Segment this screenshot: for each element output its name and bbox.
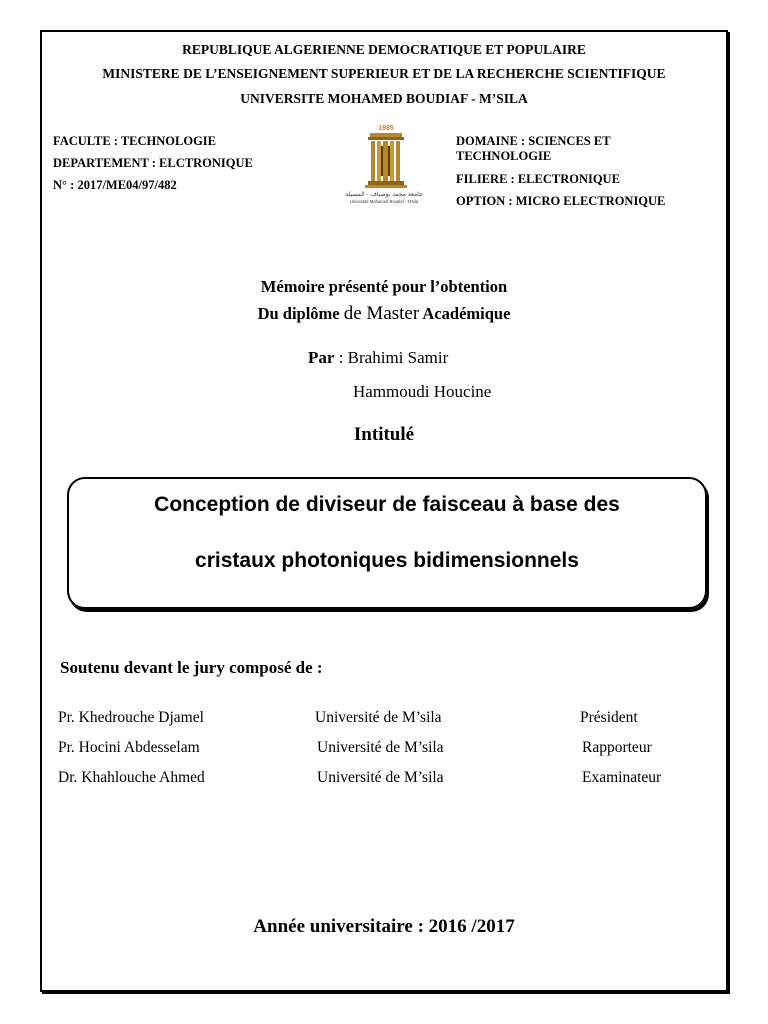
jury-role: Président: [580, 709, 638, 726]
jury-heading: Soutenu devant le jury composé de :: [60, 658, 323, 677]
memoire-line1: Mémoire présenté pour l’obtention: [260, 277, 508, 296]
option-label: OPTION : MICRO ELECTRONIQUE: [456, 194, 666, 208]
author-2: Hammoudi Houcine: [353, 382, 492, 401]
logo-arabic: جامعة محمد بوضياف - المسيلة: [345, 191, 423, 198]
jury-name: Dr. Khahlouche Ahmed: [58, 769, 205, 786]
thesis-title-box: [67, 477, 707, 609]
departement-label: DEPARTEMENT : ELCTRONIQUE: [53, 156, 253, 170]
jury-role: Examinateur: [582, 769, 662, 786]
memoire-master: de Master: [343, 303, 420, 324]
header-republique: REPUBLIQUE ALGERIENNE DEMOCRATIQUE ET POPULAIRE: [182, 42, 586, 57]
memoire-line2: [42, 303, 726, 325]
numero-label: N° : 2017/ME04/97/482: [53, 178, 177, 192]
par-label: Par: [308, 348, 335, 367]
university-logo-icon: [334, 122, 434, 206]
par-separator: :: [334, 348, 348, 367]
filiere-label: FILIERE : ELECTRONIQUE: [456, 172, 620, 186]
domaine-label-2: TECHNOLOGIE: [456, 149, 552, 163]
domaine-label-1: DOMAINE : SCIENCES ET: [456, 134, 611, 148]
header-universite: UNIVERSITE MOHAMED BOUDIAF - M’SILA: [240, 91, 528, 106]
jury-university: Université de M’sila: [317, 739, 444, 756]
author-1: Brahimi Samir: [347, 348, 449, 367]
header-ministere: MINISTERE DE L’ENSEIGNEMENT SUPERIEUR ET DE LA RECHERCHE SCIENTIFIQUE: [102, 66, 666, 81]
memoire-academique: Académique: [419, 304, 511, 323]
logo-latin: Université Mohamed Boudiaf - M'sila: [349, 199, 419, 204]
logo-year: 1985: [378, 125, 394, 132]
jury-name: Pr. Hocini Abdesselam: [58, 739, 200, 756]
thesis-title-line1: Conception de diviseur de faisceau à base des: [154, 493, 620, 516]
authors-line1: [308, 348, 448, 368]
university-logo: [334, 122, 434, 206]
faculte-label: FACULTE : TECHNOLOGIE: [53, 134, 217, 148]
annee-universitaire: Année universitaire : 2016 /2017: [253, 916, 515, 937]
jury-university: Université de M’sila: [317, 769, 444, 786]
jury-role: Rapporteur: [582, 739, 652, 756]
jury-name: Pr. Khedrouche Djamel: [58, 709, 204, 726]
intitule-heading: Intitulé: [353, 424, 415, 445]
thesis-title-line2: cristaux photoniques bidimensionnels: [195, 549, 579, 572]
memoire-diplome: Du diplôme: [257, 304, 344, 323]
jury-university: Université de M’sila: [315, 709, 442, 726]
